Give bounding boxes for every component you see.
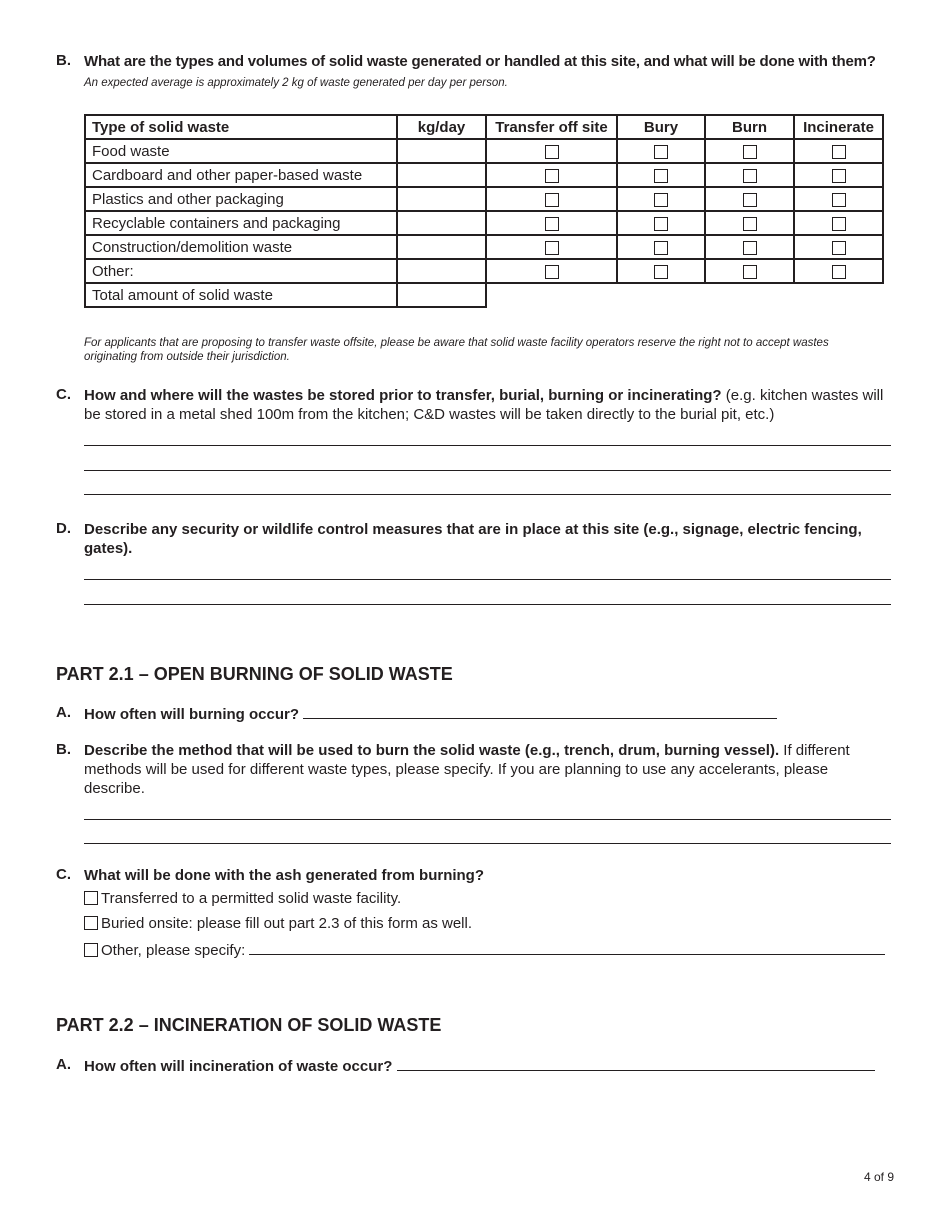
- burn-cell: [705, 211, 794, 235]
- section-b-letter: B.: [56, 52, 71, 69]
- bury-cell: [617, 211, 705, 235]
- bury-checkbox[interactable]: [654, 169, 668, 183]
- incinerate-cell: [794, 259, 883, 283]
- part21-b-hint: If different methods will be used for different waste types, please specify. If you are planning to use any accelerants, please describe.: [84, 742, 850, 797]
- bury-checkbox[interactable]: [654, 193, 668, 207]
- total-label: Total amount of solid waste: [85, 283, 397, 307]
- column-header: Incinerate: [794, 115, 883, 139]
- answer-line-c3[interactable]: [84, 494, 891, 495]
- part21-b-question: Describe the method that will be used to burn the solid waste (e.g., trench, drum, burning vessel).: [84, 742, 780, 759]
- burn-checkbox[interactable]: [743, 169, 757, 183]
- part21-a-letter: A.: [56, 704, 71, 721]
- total-kg-input[interactable]: [397, 283, 486, 307]
- incinerate-checkbox[interactable]: [832, 217, 846, 231]
- solid-waste-table: [84, 114, 884, 308]
- kg-per-day-input[interactable]: [397, 211, 486, 235]
- answer-line-c2[interactable]: [84, 470, 891, 471]
- section-d-question: Describe any security or wildlife control measures that are in place at this site (e.g., signage, electric fencing, gates).: [84, 521, 862, 557]
- burn-checkbox[interactable]: [743, 217, 757, 231]
- section-c-letter: C.: [56, 386, 71, 403]
- transfer-cell: [486, 139, 617, 163]
- other-specify-field[interactable]: [249, 940, 885, 955]
- checkbox[interactable]: [84, 916, 98, 930]
- burn-checkbox[interactable]: [743, 265, 757, 279]
- checkbox[interactable]: [84, 891, 98, 905]
- option-label: Buried onsite: please fill out part 2.3 of this form as well.: [101, 915, 473, 932]
- incinerate-cell: [794, 163, 883, 187]
- transfer-cell: [486, 163, 617, 187]
- waste-type-cell: Food waste: [85, 139, 397, 163]
- bury-cell: [617, 163, 705, 187]
- burn-cell: [705, 235, 794, 259]
- burn-checkbox[interactable]: [743, 193, 757, 207]
- table-row: [85, 163, 883, 187]
- total-row: [85, 283, 883, 307]
- transfer-checkbox[interactable]: [545, 265, 559, 279]
- ash-option-buried: [84, 915, 472, 932]
- incinerate-checkbox[interactable]: [832, 241, 846, 255]
- bury-cell: [617, 235, 705, 259]
- column-header: Burn: [705, 115, 794, 139]
- page-number: 4 of 9: [863, 1170, 894, 1184]
- table-row: [85, 211, 883, 235]
- part21-c-letter: C.: [56, 866, 71, 883]
- bury-cell: [617, 187, 705, 211]
- incinerate-cell: [794, 235, 883, 259]
- burn-cell: [705, 187, 794, 211]
- burning-frequency-field[interactable]: [303, 704, 777, 719]
- table-row: [85, 259, 883, 283]
- burn-cell: [705, 139, 794, 163]
- transfer-cell: [486, 235, 617, 259]
- ash-option-other: [84, 940, 885, 959]
- section-c-question-text: How and where will the wastes be stored prior to transfer, burial, burning or incinerating?: [84, 387, 722, 404]
- bury-checkbox[interactable]: [654, 265, 668, 279]
- transfer-checkbox[interactable]: [545, 217, 559, 231]
- column-header: kg/day: [397, 115, 486, 139]
- waste-type-cell: Cardboard and other paper-based waste: [85, 163, 397, 187]
- table-row: [85, 235, 883, 259]
- burn-cell: [705, 259, 794, 283]
- column-header: Bury: [617, 115, 705, 139]
- empty-cell: [486, 283, 883, 307]
- burn-checkbox[interactable]: [743, 241, 757, 255]
- waste-type-cell: Other:: [85, 259, 397, 283]
- kg-per-day-input[interactable]: [397, 187, 486, 211]
- checkbox[interactable]: [84, 943, 98, 957]
- incineration-frequency-field[interactable]: [397, 1056, 875, 1071]
- incinerate-checkbox[interactable]: [832, 193, 846, 207]
- incinerate-cell: [794, 187, 883, 211]
- transfer-checkbox[interactable]: [545, 145, 559, 159]
- transfer-cell: [486, 187, 617, 211]
- answer-line-d2[interactable]: [84, 604, 891, 605]
- bury-checkbox[interactable]: [654, 145, 668, 159]
- section-d-letter: D.: [56, 520, 71, 537]
- burn-cell: [705, 163, 794, 187]
- kg-per-day-input[interactable]: [397, 235, 486, 259]
- section-c-question: [84, 386, 892, 424]
- part22-a-question: How often will incineration of waste occur?: [84, 1058, 393, 1075]
- answer-line-21b1[interactable]: [84, 819, 891, 820]
- bury-cell: [617, 139, 705, 163]
- waste-type-cell: Construction/demolition waste: [85, 235, 397, 259]
- bury-checkbox[interactable]: [654, 241, 668, 255]
- part21-b-letter: B.: [56, 741, 71, 758]
- incinerate-cell: [794, 139, 883, 163]
- bury-checkbox[interactable]: [654, 217, 668, 231]
- section-b-question: What are the types and volumes of solid waste generated or handled at this site, and what will be done with them?: [84, 53, 876, 70]
- section-c-hint: (e.g. kitchen wastes will be stored in a metal shed 100m from the kitchen; C&D wastes will be taken directly to the burial pit, etc.): [84, 387, 884, 423]
- transfer-checkbox[interactable]: [545, 193, 559, 207]
- incinerate-checkbox[interactable]: [832, 145, 846, 159]
- incinerate-checkbox[interactable]: [832, 169, 846, 183]
- kg-per-day-input[interactable]: [397, 259, 486, 283]
- option-label: Transferred to a permitted solid waste facility.: [101, 890, 402, 907]
- part21-c-question: What will be done with the ash generated from burning?: [84, 867, 485, 884]
- section-b-note: An expected average is approximately 2 kg of waste generated per day per person.: [84, 77, 508, 89]
- ash-option-transfer: [84, 890, 401, 907]
- part21-a-question: How often will burning occur?: [84, 706, 299, 723]
- table-row: [85, 139, 883, 163]
- burn-checkbox[interactable]: [743, 145, 757, 159]
- option-label: Other, please specify:: [101, 942, 246, 959]
- part-2-1-heading: PART 2.1 – OPEN BURNING OF SOLID WASTE: [56, 664, 453, 684]
- kg-per-day-input[interactable]: [397, 163, 486, 187]
- transfer-checkbox[interactable]: [545, 241, 559, 255]
- waste-type-cell: Plastics and other packaging: [85, 187, 397, 211]
- answer-line-21b2[interactable]: [84, 843, 891, 844]
- incinerate-cell: [794, 211, 883, 235]
- incinerate-checkbox[interactable]: [832, 265, 846, 279]
- column-header: Type of solid waste: [85, 115, 397, 139]
- answer-line-d1[interactable]: [84, 579, 891, 580]
- kg-per-day-input[interactable]: [397, 139, 486, 163]
- transfer-cell: [486, 211, 617, 235]
- part-2-2-heading: PART 2.2 – INCINERATION OF SOLID WASTE: [56, 1015, 442, 1035]
- transfer-footnote: For applicants that are proposing to transfer waste offsite, please be aware that solid waste facility operators reserve the right not to accept wastes originating from outside their jurisdiction.: [84, 337, 829, 363]
- column-header: Transfer off site: [486, 115, 617, 139]
- transfer-checkbox[interactable]: [545, 169, 559, 183]
- bury-cell: [617, 259, 705, 283]
- part22-a-letter: A.: [56, 1056, 71, 1073]
- waste-type-cell: Recyclable containers and packaging: [85, 211, 397, 235]
- answer-line-c1[interactable]: [84, 445, 891, 446]
- table-row: [85, 187, 883, 211]
- transfer-cell: [486, 259, 617, 283]
